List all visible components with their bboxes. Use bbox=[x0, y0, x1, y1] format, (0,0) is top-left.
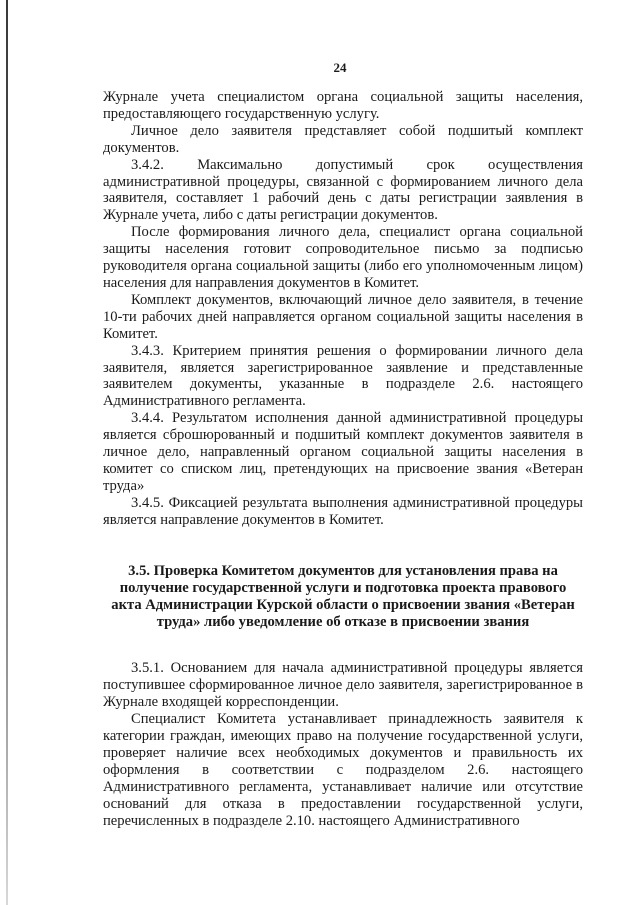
paragraph-3-4-5: 3.4.5. Фиксацией результата выполнения административной процедуры является направление документов в Комитет. bbox=[103, 494, 583, 528]
paragraph-journal-continuation: Журнале учета специалистом органа социальной защиты населения, предоставляющего государственную услугу. bbox=[103, 89, 583, 122]
section-heading-3-5: 3.5. Проверка Комитетом документов для установления права на получение государственной услуги и подготовка проекта правового акта Администрации Курской области о присвоении звания «Ветеран труда» либо уведомление об отказе в присвоении звания bbox=[111, 562, 575, 631]
paragraph-document-set: Комплект документов, включающий личное дело заявителя, в течение 10-ти рабочих дней направляется органом социальной защиты населения в Комитет. bbox=[103, 291, 583, 342]
document-body bbox=[103, 89, 583, 829]
paragraph-3-4-2: 3.4.2. Максимально допустимый срок осуществления административной процедуры, связанной с формированием личного дела заявителя, составляет 1 рабочий день с даты регистрации заявления в Журнале учета, либо с даты регистрации документов. bbox=[103, 156, 583, 224]
paragraph-cover-letter: После формирования личного дела, специалист органа социальной защиты населения готовит сопроводительное письмо за подписью руководителя органа социальной защиты (либо его уполномоченным лицом) населения для направления документов в Комитет. bbox=[103, 224, 583, 291]
paragraph-committee-specialist: Специалист Комитета устанавливает принадлежность заявителя к категории граждан, имеющих право на получение государственной услуги, проверяет наличие всех необходимых документов и правильность их оформления в соответствии с подразделом 2.6. настоящего Административного регламента, устанавливает наличие или отсутствие оснований для отказа в предоставлении государственной услуги, перечисленных в подразделе 2.10. настоящего Административного bbox=[103, 711, 583, 829]
paragraph-3-4-3: 3.4.3. Критерием принятия решения о формировании личного дела заявителя, является зарегистрированное заявление и представленные заявителем документы, указанные в подразделе 2.6. настоящего Административного регламента. bbox=[103, 342, 583, 410]
paragraph-personal-file: Личное дело заявителя представляет собой подшитый комплект документов. bbox=[103, 122, 583, 156]
paragraph-3-5-1: 3.5.1. Основанием для начала административной процедуры является поступившее сформированное личное дело заявителя, зарегистрированное в Журнале входящей корреспонденции. bbox=[103, 660, 583, 711]
paragraph-3-4-4: 3.4.4. Результатом исполнения данной административной процедуры является сброшюрованный и подшитый комплект документов заявителя в личное дело, направленный органом социальной защиты населения в комитет со списком лиц, претендующих на присвоение звания «Ветеран труда» bbox=[103, 410, 583, 494]
scan-edge-line bbox=[6, 0, 8, 905]
page-number: 24 bbox=[333, 60, 347, 75]
